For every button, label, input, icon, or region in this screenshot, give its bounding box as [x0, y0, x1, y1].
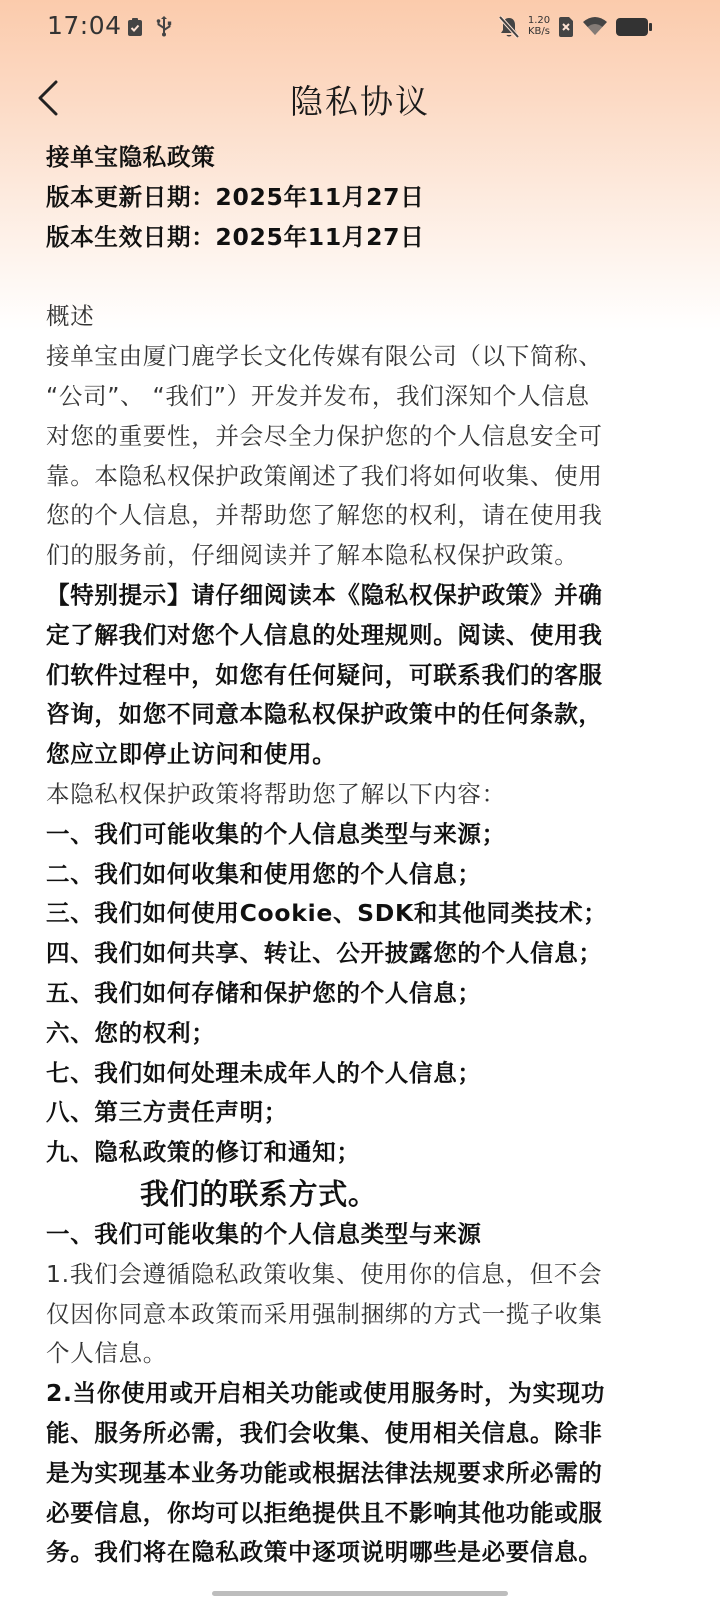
toc-item: 四、我们如何共享、转让、公开披露您的个人信息； — [46, 939, 603, 968]
section-1-paragraph-1: 1.我们会遵循隐私政策收集、使用你的信息，但不会 仅因你同意本政策而采用强制捆绑的方式一揽子收集 个人信息。 — [46, 1259, 603, 1368]
version-updated-date: 版本更新日期：2025年11月27日 — [46, 182, 425, 211]
contact-heading: 我们的联系方式。 — [140, 1176, 378, 1211]
toc-item: 一、我们可能收集的个人信息类型与来源； — [46, 819, 506, 848]
clipboard-check-icon — [127, 17, 143, 41]
status-bar — [0, 0, 720, 56]
app-header — [0, 60, 720, 136]
toc-item: 九、隐私政策的修订和通知； — [46, 1138, 361, 1167]
page-title: 隐私协议 — [290, 82, 430, 121]
wifi-icon — [582, 15, 608, 41]
sim-no-signal-icon — [558, 16, 574, 42]
special-notice-paragraph: 【特别提示】请仔细阅读本《隐私权保护政策》并确 定了解我们对您个人信息的处理规则。阅读、使用我 们软件过程中，如您有任何疑问，可联系我们的客服 咨询，如您不同意本隐私权保护政策中的任何条款， 您应立即停止访问和使用。 — [46, 580, 603, 769]
battery-icon — [615, 17, 653, 41]
overview-paragraph: 接单宝由厦门鹿学长文化传媒有限公司（以下简称、 “公司”、 “我们”）开发并发布，我们深知个人信息 对您的重要性，并会尽全力保护您的个人信息安全可 靠。本隐私权保护政策阐述了我们将如何收集、使用 您的个人信息，并帮助您了解您的权利，请在使用我 们的服务前，仔细阅读并了解本隐私权保护政策。 — [46, 342, 603, 570]
usb-icon — [155, 15, 173, 41]
network-speed-unit: KB/s — [528, 26, 550, 37]
version-effective-date: 版本生效日期：2025年11月27日 — [46, 222, 425, 251]
toc-intro: 本隐私权保护政策将帮助您了解以下内容： — [46, 779, 506, 808]
table-of-contents — [46, 815, 662, 1173]
toc-item: 三、我们如何使用Cookie、SDK和其他同类技术； — [46, 899, 608, 928]
toc-item: 六、您的权利； — [46, 1018, 216, 1047]
section-1-paragraph-2: 2.当你使用或开启相关功能或使用服务时，为实现功 能、服务所必需，我们会收集、使用相关信息。除非 是为实现基本业务功能或根据法律法规要求所必需的 必要信息，你均可以拒绝提供且不影响其他功能或服 务。我们将在隐私政策中逐项说明哪些是必要信息。 — [46, 1379, 606, 1567]
overview-heading: 概述 — [46, 302, 95, 331]
network-speed — [525, 15, 553, 37]
toc-item: 八、第三方责任声明； — [46, 1098, 288, 1127]
status-time: 17:04 — [47, 11, 122, 40]
network-speed-value: 1.20 — [527, 15, 551, 26]
spacer — [46, 257, 662, 297]
home-indicator[interactable] — [212, 1591, 508, 1596]
bell-muted-icon — [498, 15, 520, 43]
policy-name: 接单宝隐私政策 — [46, 143, 216, 171]
toc-item: 二、我们如何收集和使用您的个人信息； — [46, 859, 482, 888]
privacy-policy-content[interactable] — [46, 138, 662, 1573]
toc-item: 五、我们如何存储和保护您的个人信息； — [46, 978, 482, 1007]
toc-item: 七、我们如何处理未成年人的个人信息； — [46, 1058, 482, 1087]
section-1-heading: 一、我们可能收集的个人信息类型与来源 — [46, 1219, 482, 1248]
